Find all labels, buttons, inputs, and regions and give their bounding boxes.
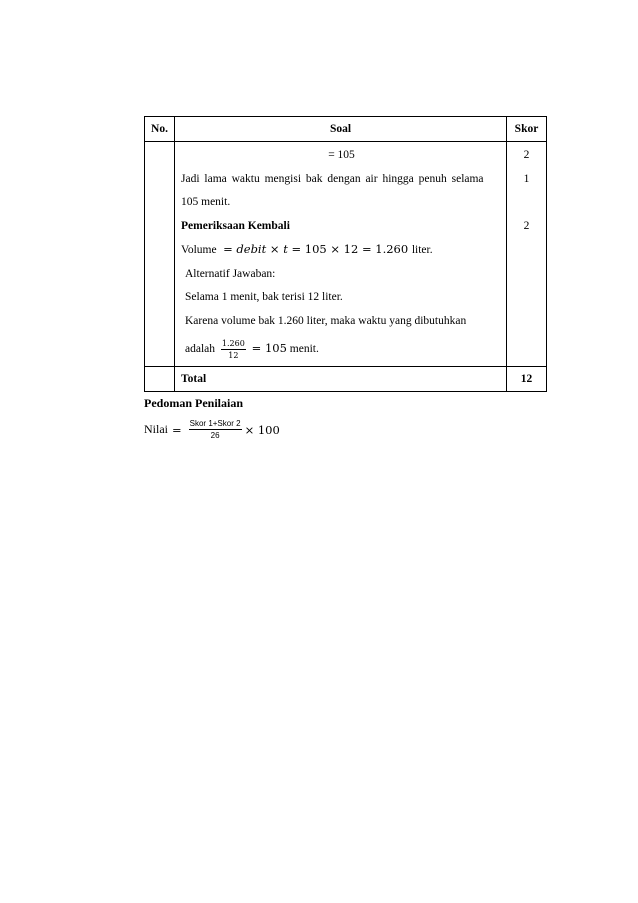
fraction bbox=[221, 338, 246, 361]
nilai-numerator: Skor 1+Skor 2 bbox=[189, 419, 241, 428]
nilai-eq: = bbox=[172, 422, 182, 437]
product-expr: 105 × 12 bbox=[304, 242, 359, 256]
total-label: Total bbox=[175, 367, 507, 392]
conclusion-line bbox=[181, 168, 502, 192]
skor-cell bbox=[507, 142, 547, 367]
nilai-formula bbox=[144, 418, 280, 441]
volume-prefix: Volume bbox=[181, 244, 217, 256]
volume-math bbox=[219, 242, 411, 256]
nilai-multiplier: × 100 bbox=[244, 422, 280, 437]
eq-sign-2: = bbox=[291, 242, 302, 256]
alternative-line-1: Selama 1 menit, bak terisi 12 liter. bbox=[185, 291, 343, 303]
eq-sign: = bbox=[223, 242, 233, 256]
total-row bbox=[145, 367, 547, 392]
volume-formula bbox=[181, 238, 502, 263]
time-unit: menit. bbox=[289, 343, 319, 355]
nilai-denominator: 26 bbox=[210, 431, 220, 440]
adalah-label: adalah bbox=[185, 343, 216, 355]
debit-var: debit bbox=[236, 242, 267, 256]
volume-result: 1.260 bbox=[375, 242, 409, 256]
pedoman-title: Pedoman Penilaian bbox=[144, 396, 244, 410]
total-no-cell bbox=[145, 367, 175, 392]
eq-sign-3: = bbox=[361, 242, 372, 256]
header-soal: Soal bbox=[175, 117, 507, 142]
result-line: = 105 bbox=[328, 149, 355, 161]
fraction-result: = 105 bbox=[251, 341, 287, 355]
alternative-line-2: Karena volume bak 1.260 liter, maka waktu yang dibutuhkan bbox=[185, 314, 467, 327]
nilai-label: Nilai bbox=[144, 422, 168, 436]
total-value: 12 bbox=[507, 367, 547, 392]
volume-unit: liter. bbox=[411, 244, 433, 256]
t-var: t bbox=[283, 242, 288, 256]
no-cell bbox=[145, 142, 175, 367]
soal-cell bbox=[175, 142, 507, 367]
score-spacer bbox=[507, 191, 546, 215]
fraction-denominator: 12 bbox=[228, 350, 239, 360]
alternative-line-3 bbox=[181, 333, 502, 364]
times-sign: × bbox=[269, 242, 280, 256]
conclusion-line-2: 105 menit. bbox=[181, 196, 231, 208]
nilai-fraction bbox=[189, 418, 242, 441]
score-table bbox=[144, 116, 547, 392]
table-row bbox=[145, 142, 547, 367]
score-1: 2 bbox=[523, 149, 530, 161]
fraction-numerator: 1.260 bbox=[221, 338, 245, 348]
header-skor: Skor bbox=[507, 117, 547, 142]
header-no: No. bbox=[145, 117, 175, 142]
conclusion-text: Jadi lama waktu mengisi bak dengan air hingga penuh selama bbox=[181, 172, 484, 185]
check-title: Pemeriksaan Kembali bbox=[181, 219, 290, 232]
score-3: 2 bbox=[523, 219, 530, 232]
table-header-row bbox=[145, 117, 547, 142]
score-2: 1 bbox=[523, 172, 530, 185]
alternative-title: Alternatif Jawaban: bbox=[185, 267, 276, 280]
